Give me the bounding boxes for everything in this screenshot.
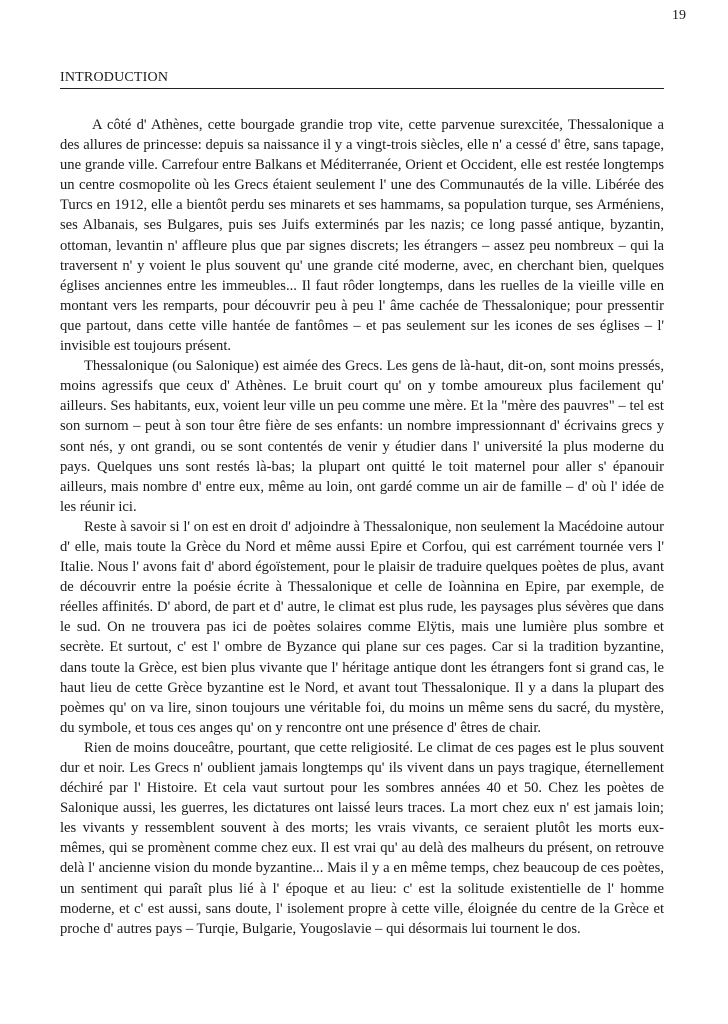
paragraph-4: Rien de moins douceâtre, pourtant, que cette religiosité. Le climat de ces pages est le plus souvent dur et noir. Les Grecs n' oublient jamais longtemps qu' ils vivent dans un pays tragique, éternellement déchiré par l' Histoire. Et cela vaut surtout pour les sombres années 40 et 50. Chez les poètes de Salonique aussi, les guerres, les dictatures ont laissé leurs traces. La mort chez eux n' est jamais loin; les vivants y ressemblent souvent à des morts; les vrais vivants, ce seraient plutôt les morts eux-mêmes, qui se promènent comme chez eux. Il est vrai qu' au delà des malheurs du présent, on retrouve delà l' ancienne vision du monde byzantine... Mais il y a en même temps, chez beaucoup de ces poètes, un sentiment qui paraît plus lié à l' époque et au lieu: c' est la solitude existentielle de l' homme moderne, et c' est aussi, sans doute, l' isolement propre à cette ville, éloignée du centre de la Grèce et proche d' autres pays – Turqie, Bulgarie, Yougoslavie – qui désormais lui tournent le dos.	[60, 739, 664, 937]
section-heading-rule	[60, 70, 664, 89]
paragraph-3: Reste à savoir si l' on est en droit d' adjoindre à Thessalonique, non seulement la Macédoine autour d' elle, mais toute la Grèce du Nord et même aussi Epire et Corfou, qui est carrément tournée vers l' Italie. Nous l' avons fait d' abord égoïstement, pour le plaisir de traduire quelques poètes de plus, avant de découvrir entre la poésie écrite à Thessalonique et celle de Ioànnina en Epire, par exemple, de réelles affinités. D' abord, de part et d' autre, le climat est plus rude, les paysages plus sévères que dans le sud. On ne trouvera pas ici de poètes solaires comme Elÿtis, mais une lumière plus sombre et secrète. Et surtout, c' est l' ombre de Byzance qui plane sur ces pages. Car si la tradition byzantine, dans toute la Grèce, est bien plus vivante que l' héritage antique dont les étrangers font si grand cas, le haut lieu de cette Grèce byzantine est le Nord, et avant tout Thessalonique. Il y a dans la plupart des poèmes qu' on va lire, sinon toujours une véritable foi, du moins un même sens du sacré, du mystère, du symbole, et tous ces anges qu' on y rencontre ont une présence d' êtres de chair.	[60, 518, 664, 736]
body-text	[60, 115, 664, 939]
section-heading: INTRODUCTION	[60, 70, 169, 85]
paragraph-2: Thessalonique (ou Salonique) est aimée des Grecs. Les gens de là-haut, dit-on, sont moins pressés, moins agressifs que ceux d' Athènes. Le bruit court qu' on y tombe amoureux plus facilement qu' ailleurs. Ses habitants, eux, voient leur ville un peu comme une mère. Et la "mère des pauvres" – tel est son surnom – peut à son tour être fière de ses enfants: un nombre impressionnant d' écrivains grecs y sont nés, y ont grandi, ou se sont contentés de venir y étudier dans l' université la plus moderne du pays. Quelques uns sont restés là-bas; la plupart ont quitté le toit maternel pour aller s' épanouir ailleurs, mais nombre d' entre eux, même au loin, ont gardé comme un air de famille – d' où l' idée de les réunir ici.	[60, 358, 664, 515]
page-number: 19	[672, 8, 686, 23]
paragraph-1: A côté d' Athènes, cette bourgade grandie trop vite, cette parvenue surexcitée, Thessalonique a des allures de princesse: depuis sa naissance il y a vingt-trois siècles, elle n' a cessé d' être, sans tapage, une grande ville. Carrefour entre Balkans et Méditerranée, Orient et Occident, elle est restée longtemps un centre cosmopolite où les Grecs étaient seulement l' une des Communautés de la ville. Libérée des Turcs en 1912, elle a bientôt perdu ses minarets et ses hammams, sa population turque, ses Arméniens, ses Albanais, ses Bulgares, puis ses Juifs exterminés par les nazis; ce long passé antique, byzantin, ottoman, levantin n' affleure plus que par signes discrets; les étrangers – assez peu nombreux – qui la traversent n' y voient le plus souvent qu' une grande cité moderne, avec, en cherchant bien, quelques églises anciennes entre les immeubles... Il faut rôder longtemps, dans les ruelles de la vieille ville en montant vers les remparts, pour découvrir peu à peu l' âme cachée de Thessalonique; pour pressentir que partout, dans cette ville hantée de fantômes – et pas seulement sur les icones de ses églises – l' invisible est toujours présent.	[60, 117, 664, 355]
